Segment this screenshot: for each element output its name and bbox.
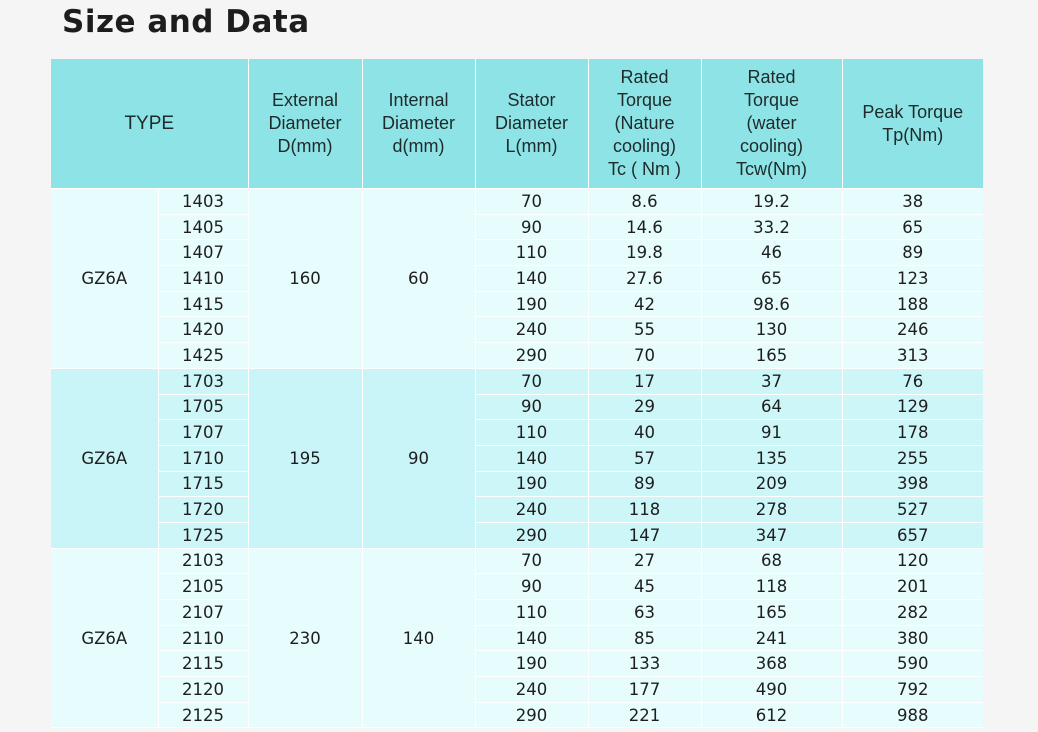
stator-diameter-cell: 190 (475, 291, 588, 317)
rated-torque-nature-cell: 27.6 (588, 266, 701, 292)
header-internal-diameter: Internal Diameter d(mm) (362, 59, 475, 189)
rated-torque-water-cell: 65 (701, 266, 842, 292)
peak-torque-cell: 590 (842, 651, 983, 677)
table-row (51, 266, 983, 292)
table-group (51, 368, 983, 548)
table-row (51, 574, 983, 600)
peak-torque-cell: 988 (842, 702, 983, 728)
model-cell: 1415 (158, 291, 248, 317)
rated-torque-nature-cell: 133 (588, 651, 701, 677)
table-row (51, 420, 983, 446)
internal-diameter-cell: 90 (362, 368, 475, 548)
stator-diameter-cell: 290 (475, 702, 588, 728)
model-cell: 2105 (158, 574, 248, 600)
table-header-row (51, 59, 983, 189)
rated-torque-nature-cell: 42 (588, 291, 701, 317)
peak-torque-cell: 527 (842, 497, 983, 523)
rated-torque-water-cell: 64 (701, 394, 842, 420)
model-cell: 1703 (158, 368, 248, 394)
model-cell: 1407 (158, 240, 248, 266)
peak-torque-cell: 89 (842, 240, 983, 266)
peak-torque-cell: 123 (842, 266, 983, 292)
stator-diameter-cell: 240 (475, 677, 588, 703)
model-cell: 2120 (158, 677, 248, 703)
peak-torque-cell: 178 (842, 420, 983, 446)
model-cell: 1707 (158, 420, 248, 446)
rated-torque-water-cell: 241 (701, 625, 842, 651)
model-cell: 1410 (158, 266, 248, 292)
rated-torque-nature-cell: 29 (588, 394, 701, 420)
model-cell: 1403 (158, 189, 248, 215)
stator-diameter-cell: 110 (475, 240, 588, 266)
rated-torque-water-cell: 490 (701, 677, 842, 703)
model-cell: 2115 (158, 651, 248, 677)
stator-diameter-cell: 90 (475, 574, 588, 600)
stator-diameter-cell: 70 (475, 189, 588, 215)
peak-torque-cell: 76 (842, 368, 983, 394)
rated-torque-water-cell: 278 (701, 497, 842, 523)
peak-torque-cell: 255 (842, 445, 983, 471)
model-cell: 2125 (158, 702, 248, 728)
rated-torque-nature-cell: 118 (588, 497, 701, 523)
table-row (51, 240, 983, 266)
table-row (51, 317, 983, 343)
rated-torque-nature-cell: 19.8 (588, 240, 701, 266)
rated-torque-water-cell: 209 (701, 471, 842, 497)
rated-torque-nature-cell: 147 (588, 522, 701, 548)
peak-torque-cell: 188 (842, 291, 983, 317)
stator-diameter-cell: 90 (475, 394, 588, 420)
rated-torque-nature-cell: 57 (588, 445, 701, 471)
table-group (51, 189, 983, 369)
table-row (51, 291, 983, 317)
type-cell: GZ6A (51, 548, 158, 728)
model-cell: 2107 (158, 600, 248, 626)
stator-diameter-cell: 140 (475, 625, 588, 651)
stator-diameter-cell: 90 (475, 214, 588, 240)
rated-torque-water-cell: 19.2 (701, 189, 842, 215)
table-row (51, 368, 983, 394)
table-row (51, 189, 983, 215)
rated-torque-nature-cell: 17 (588, 368, 701, 394)
table-row (51, 445, 983, 471)
model-cell: 1705 (158, 394, 248, 420)
external-diameter-cell: 160 (248, 189, 362, 369)
header-rated-torque-nature: Rated Torque (Nature cooling) Tc ( Nm ) (588, 59, 701, 189)
rated-torque-nature-cell: 8.6 (588, 189, 701, 215)
model-cell: 1425 (158, 343, 248, 369)
peak-torque-cell: 201 (842, 574, 983, 600)
rated-torque-nature-cell: 27 (588, 548, 701, 574)
header-external-diameter: External Diameter D(mm) (248, 59, 362, 189)
table-row (51, 677, 983, 703)
rated-torque-water-cell: 612 (701, 702, 842, 728)
peak-torque-cell: 65 (842, 214, 983, 240)
internal-diameter-cell: 140 (362, 548, 475, 728)
internal-diameter-cell: 60 (362, 189, 475, 369)
header-peak-torque: Peak Torque Tp(Nm) (842, 59, 983, 189)
rated-torque-water-cell: 165 (701, 600, 842, 626)
model-cell: 2110 (158, 625, 248, 651)
table-row (51, 625, 983, 651)
stator-diameter-cell: 290 (475, 343, 588, 369)
stator-diameter-cell: 190 (475, 471, 588, 497)
external-diameter-cell: 195 (248, 368, 362, 548)
stator-diameter-cell: 240 (475, 317, 588, 343)
stator-diameter-cell: 140 (475, 266, 588, 292)
peak-torque-cell: 120 (842, 548, 983, 574)
model-cell: 1725 (158, 522, 248, 548)
peak-torque-cell: 246 (842, 317, 983, 343)
peak-torque-cell: 792 (842, 677, 983, 703)
model-cell: 1420 (158, 317, 248, 343)
peak-torque-cell: 38 (842, 189, 983, 215)
table-row (51, 343, 983, 369)
rated-torque-water-cell: 130 (701, 317, 842, 343)
rated-torque-water-cell: 46 (701, 240, 842, 266)
rated-torque-water-cell: 347 (701, 522, 842, 548)
table-row (51, 394, 983, 420)
stator-diameter-cell: 70 (475, 368, 588, 394)
table-row (51, 522, 983, 548)
model-cell: 1720 (158, 497, 248, 523)
model-cell: 1715 (158, 471, 248, 497)
rated-torque-nature-cell: 45 (588, 574, 701, 600)
peak-torque-cell: 398 (842, 471, 983, 497)
table-row (51, 651, 983, 677)
rated-torque-water-cell: 68 (701, 548, 842, 574)
stator-diameter-cell: 110 (475, 600, 588, 626)
stator-diameter-cell: 140 (475, 445, 588, 471)
rated-torque-nature-cell: 89 (588, 471, 701, 497)
stator-diameter-cell: 70 (475, 548, 588, 574)
peak-torque-cell: 657 (842, 522, 983, 548)
rated-torque-water-cell: 91 (701, 420, 842, 446)
peak-torque-cell: 282 (842, 600, 983, 626)
stator-diameter-cell: 240 (475, 497, 588, 523)
type-cell: GZ6A (51, 368, 158, 548)
model-cell: 1405 (158, 214, 248, 240)
stator-diameter-cell: 290 (475, 522, 588, 548)
model-cell: 2103 (158, 548, 248, 574)
table-row (51, 548, 983, 574)
rated-torque-water-cell: 37 (701, 368, 842, 394)
rated-torque-nature-cell: 14.6 (588, 214, 701, 240)
header-rated-torque-water: Rated Torque (water cooling) Tcw(Nm) (701, 59, 842, 189)
rated-torque-water-cell: 98.6 (701, 291, 842, 317)
rated-torque-nature-cell: 63 (588, 600, 701, 626)
rated-torque-nature-cell: 85 (588, 625, 701, 651)
size-data-table (51, 59, 983, 728)
peak-torque-cell: 313 (842, 343, 983, 369)
external-diameter-cell: 230 (248, 548, 362, 728)
table-row (51, 214, 983, 240)
peak-torque-cell: 129 (842, 394, 983, 420)
table-row (51, 497, 983, 523)
type-cell: GZ6A (51, 189, 158, 369)
header-type: TYPE (51, 59, 248, 189)
rated-torque-water-cell: 165 (701, 343, 842, 369)
rated-torque-nature-cell: 221 (588, 702, 701, 728)
rated-torque-water-cell: 33.2 (701, 214, 842, 240)
table-row (51, 702, 983, 728)
rated-torque-nature-cell: 55 (588, 317, 701, 343)
stator-diameter-cell: 110 (475, 420, 588, 446)
rated-torque-nature-cell: 177 (588, 677, 701, 703)
header-stator-diameter: Stator Diameter L(mm) (475, 59, 588, 189)
rated-torque-water-cell: 368 (701, 651, 842, 677)
rated-torque-nature-cell: 40 (588, 420, 701, 446)
page-title: Size and Data (62, 4, 310, 40)
rated-torque-nature-cell: 70 (588, 343, 701, 369)
peak-torque-cell: 380 (842, 625, 983, 651)
stator-diameter-cell: 190 (475, 651, 588, 677)
rated-torque-water-cell: 118 (701, 574, 842, 600)
model-cell: 1710 (158, 445, 248, 471)
table-row (51, 600, 983, 626)
rated-torque-water-cell: 135 (701, 445, 842, 471)
table-group (51, 548, 983, 728)
table-row (51, 471, 983, 497)
